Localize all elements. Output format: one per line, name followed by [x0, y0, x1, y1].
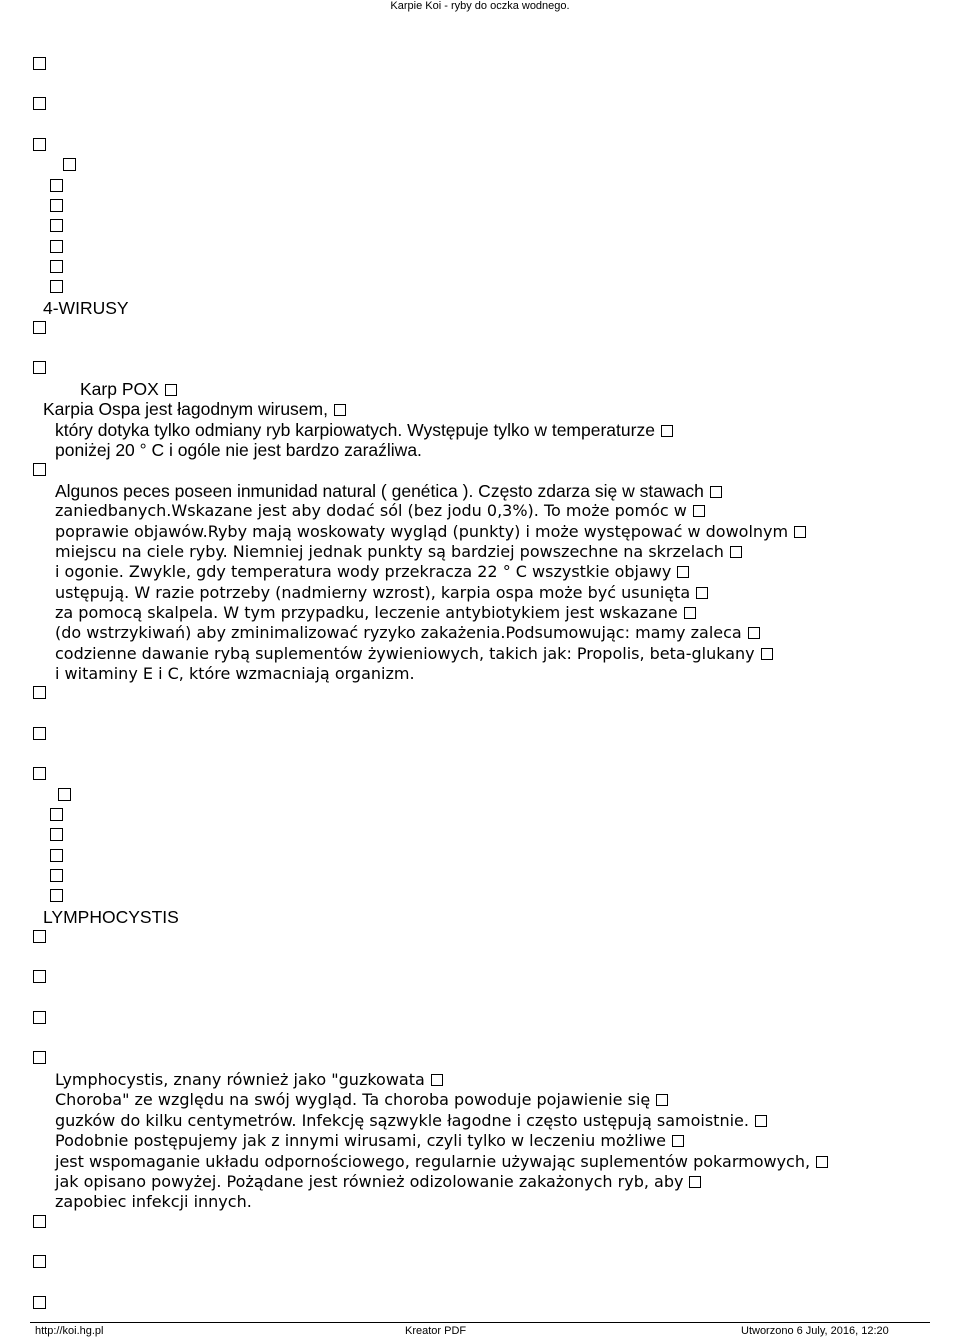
paragraph-line: który dotyka tylko odmiany ryb karpiowatych. Występuje tylko w temperaturze: [55, 420, 673, 440]
placeholder-glyph-icon: [672, 1135, 684, 1147]
placeholder-glyph-icon: [50, 828, 63, 841]
placeholder-glyph-icon: [33, 1051, 46, 1064]
paragraph-line: i ogonie. Zwykle, gdy temperatura wody przekracza 22 ° C wszystkie objawy: [55, 562, 689, 582]
paragraph-line: zaniedbanych.Wskazane jest aby dodać sól (bez jodu 0,3%). To może pomóc w: [55, 501, 705, 521]
subtitle-karp-pox: Karp POX: [80, 379, 177, 399]
placeholder-glyph-icon: [677, 566, 689, 578]
paragraph-line: jest wspomaganie układu odpornościowego, regularnie używając suplementów pokarmowych,: [55, 1152, 828, 1172]
placeholder-glyph-icon: [50, 260, 63, 273]
placeholder-glyph-icon: [50, 808, 63, 821]
paragraph-line: codzienne dawanie rybą suplementów żywieniowych, takich jak: Propolis, beta-glukany: [55, 644, 773, 664]
placeholder-glyph-icon: [50, 849, 63, 862]
paragraph-line: (do wstrzykiwań) aby zminimalizować ryzyko zakażenia.Podsumowując: mamy zaleca: [55, 623, 760, 643]
placeholder-glyph-icon: [661, 425, 673, 437]
footer-divider: [30, 1322, 930, 1323]
section-title-lymphocystis: LYMPHOCYSTIS: [43, 907, 179, 927]
placeholder-glyph-icon: [63, 158, 76, 171]
placeholder-glyph-icon: [33, 767, 46, 780]
placeholder-glyph-icon: [33, 727, 46, 740]
footer-created-date: Utworzono 6 July, 2016, 12:20: [741, 1325, 889, 1337]
paragraph-line: za pomocą skalpela. W tym przypadku, leczenie antybiotykiem jest wskazane: [55, 603, 696, 623]
placeholder-glyph-icon: [33, 970, 46, 983]
placeholder-glyph-icon: [33, 686, 46, 699]
placeholder-glyph-icon: [33, 1011, 46, 1024]
footer-creator: Kreator PDF: [405, 1325, 467, 1337]
placeholder-glyph-icon: [334, 404, 346, 416]
paragraph-line: Lymphocystis, znany również jako "guzkowata: [55, 1070, 443, 1090]
placeholder-glyph-icon: [730, 546, 742, 558]
placeholder-glyph-icon: [431, 1074, 443, 1086]
placeholder-glyph-icon: [33, 930, 46, 943]
placeholder-glyph-icon: [33, 57, 46, 70]
placeholder-glyph-icon: [33, 1296, 46, 1309]
paragraph-line: guzków do kilku centymetrów. Infekcję sązwykle łagodne i często ustępują samoistnie.: [55, 1111, 767, 1131]
paragraph-line: ustępują. W razie potrzeby (nadmierny wzrost), karpia ospa może być usunięta: [55, 583, 708, 603]
placeholder-glyph-icon: [50, 280, 63, 293]
placeholder-glyph-icon: [33, 463, 46, 476]
paragraph-line: miejscu na ciele ryby. Niemniej jednak punkty są bardziej powszechne na skrzelach: [55, 542, 742, 562]
placeholder-glyph-icon: [696, 587, 708, 599]
placeholder-glyph-icon: [816, 1156, 828, 1168]
paragraph-line: Karpia Ospa jest łagodnym wirusem,: [43, 399, 346, 419]
placeholder-glyph-icon: [33, 361, 46, 374]
paragraph-line: jak opisano powyżej. Pożądane jest również odizolowanie zakażonych ryb, aby: [55, 1172, 701, 1192]
placeholder-glyph-icon: [50, 889, 63, 902]
placeholder-glyph-icon: [50, 219, 63, 232]
placeholder-glyph-icon: [33, 138, 46, 151]
paragraph-line: zapobiec infekcji innych.: [55, 1192, 252, 1211]
placeholder-glyph-icon: [656, 1094, 668, 1106]
placeholder-glyph-icon: [684, 607, 696, 619]
placeholder-glyph-icon: [761, 648, 773, 660]
placeholder-glyph-icon: [33, 1215, 46, 1228]
placeholder-glyph-icon: [710, 486, 722, 498]
placeholder-glyph-icon: [33, 321, 46, 334]
placeholder-glyph-icon: [165, 384, 177, 396]
paragraph-line: Choroba" ze względu na swój wygląd. Ta choroba powoduje pojawienie się: [55, 1090, 668, 1110]
paragraph-line: poniżej 20 ° C i ogóle nie jest bardzo zaraźliwa.: [55, 440, 422, 460]
paragraph-line: Podobnie postępujemy jak z innymi wirusami, czyli tylko w leczeniu możliwe: [55, 1131, 684, 1151]
section-title-wirusy: 4-WIRUSY: [43, 298, 129, 318]
placeholder-glyph-icon: [755, 1115, 767, 1127]
paragraph-line: i witaminy E i C, które wzmacniają organizm.: [55, 664, 415, 683]
placeholder-glyph-icon: [58, 788, 71, 801]
placeholder-glyph-icon: [794, 526, 806, 538]
placeholder-glyph-icon: [33, 97, 46, 110]
placeholder-glyph-icon: [689, 1176, 701, 1188]
placeholder-glyph-icon: [693, 505, 705, 517]
footer-url[interactable]: http://koi.hg.pl: [35, 1325, 104, 1337]
placeholder-glyph-icon: [50, 240, 63, 253]
placeholder-glyph-icon: [748, 627, 760, 639]
placeholder-glyph-icon: [50, 199, 63, 212]
paragraph-line: Algunos peces poseen inmunidad natural ( genética ). Często zdarza się w stawach: [55, 481, 722, 501]
placeholder-glyph-icon: [50, 869, 63, 882]
placeholder-glyph-icon: [33, 1255, 46, 1268]
page-header-title: Karpie Koi - ryby do oczka wodnego.: [390, 0, 570, 12]
paragraph-line: poprawie objawów.Ryby mają woskowaty wygląd (punkty) i może występować w dowolnym: [55, 522, 806, 542]
placeholder-glyph-icon: [50, 179, 63, 192]
